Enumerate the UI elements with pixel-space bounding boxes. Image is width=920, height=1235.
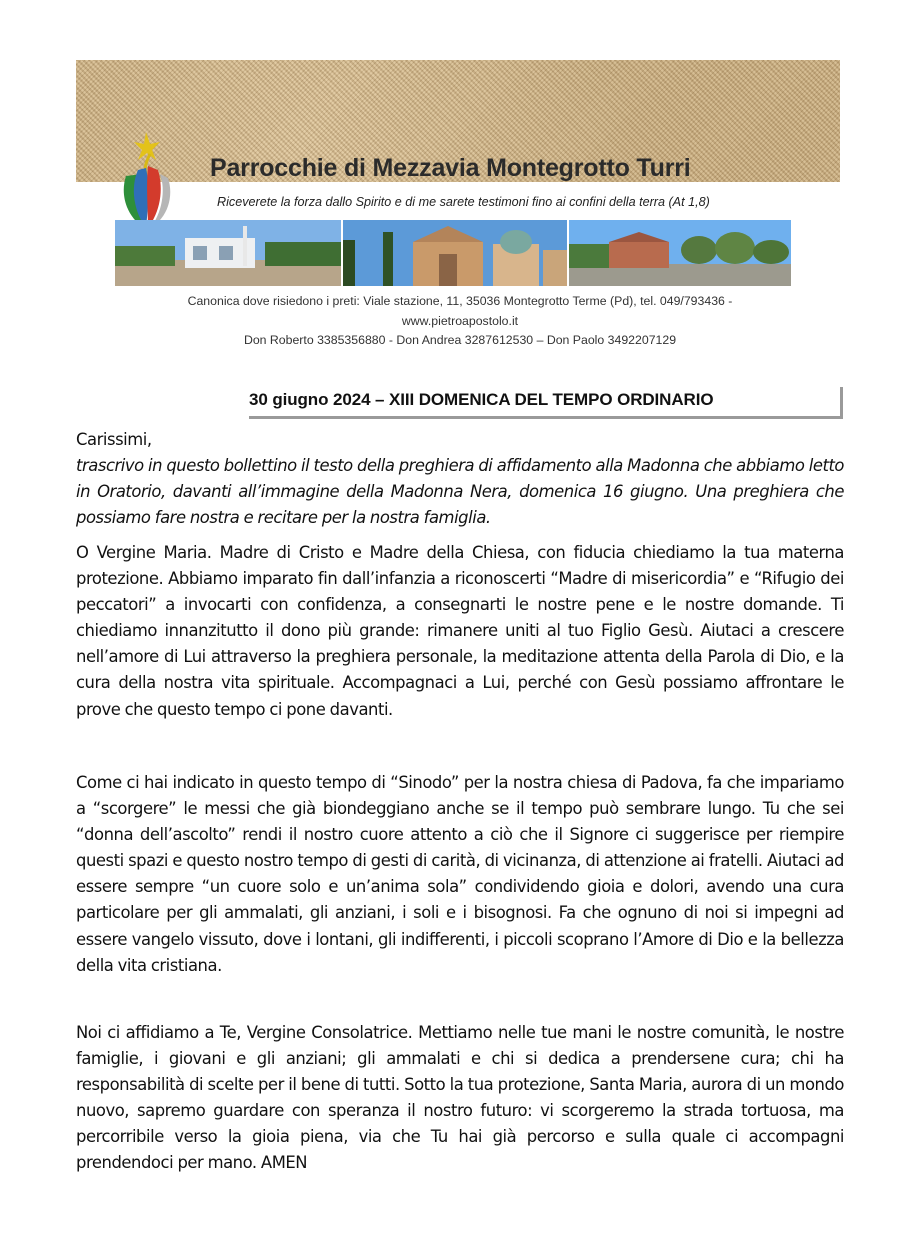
header-banner (76, 60, 840, 286)
heading-shadow-right (840, 387, 843, 418)
greeting: Carissimi, (76, 430, 152, 449)
parish-logo-icon (116, 124, 178, 234)
prayer-paragraph-3: Noi ci affidiamo a Te, Vergine Consolatrice. Mettiamo nelle tue mani le nostre comunità, le nostre famiglie, i giovani e gli anziani; gli ammalati e chi si dedica a prendersene cura; chi ha responsabilità di scelte per il bene di tutti. Sotto la tua protezione, Santa Maria, aurora di un mondo nuovo, sapremo guardare con speranza il nostro futuro: vi scorgeremo la strada tortuosa, ma percorribile verso la gioia piena, via che Tu hai già percorso e sulla quale ci accompagni prendendoci per mano. AMEN (76, 1023, 844, 1173)
parish-title: Parrocchie di Mezzavia Montegrotto Turri (210, 154, 691, 182)
intro-paragraph: trascrivo in questo bollettino il testo della preghiera di affidamento alla Madonna che abbiamo letto in Oratorio, davanti all’immagine della Madonna Nera, domenica 16 giugno. Una preghiera che possiamo fare nostra e recitare per la nostra famiglia. (76, 456, 844, 528)
prayer-paragraph-2: Come ci hai indicato in questo tempo di “Sinodo” per la nostra chiesa di Padova, fa che impariamo a “scorgere” le messi che già biondeggiano anche se il tempo può sembrare lungo. Tu che sei “donna dell’ascolto” rendi il nostro cuore attento a ciò che il Signore ci suggerisce per riempire questi spazi e questo nostro tempo di gesti di carità, di vicinanza, di attenzione ai fratelli. Aiutaci ad essere sempre “un cuore solo e un’anima sola” condividendo gioia e dolori, avendo una cura particolare per gli ammalati, gli anziani, i soli e i bisognosi. Fa che ognuno di noi si impegni ad essere vangelo vissuto, dove i lontani, gli indifferenti, i piccoli scoprano l’Amore di Dio e la bellezza della vita cristiana. (76, 773, 844, 975)
church-photo-2 (343, 220, 567, 286)
contact-address: Canonica dove risiedono i preti: Viale stazione, 11, 35036 Montegrotto Terme (Pd), tel. 049/793436 - (187, 294, 733, 308)
church-photo-1 (115, 220, 341, 286)
contact-priests: Don Roberto 3385356880 - Don Andrea 3287612530 – Don Paolo 3492207129 (243, 333, 677, 347)
prayer-paragraph-1: O Vergine Maria. Madre di Cristo e Madre della Chiesa, con fiducia chiediamo la tua materna protezione. Abbiamo imparato fin dall’infanzia a riconoscerti “Madre di misericordia” e “Rifugio dei peccatori” a invocarti con confidenza, a consegnarti le nostre pene e le nostre domande. Ti chiediamo innanzitutto il dono più grande: rimanere uniti al tuo Figlio Gesù. Aiutaci a crescere nell’amore di Lui attraverso la preghiera personale, la meditazione attenta della Parola di Dio, e la cura della nostra vita spirituale. Accompagnaci a Lui, perché con Gesù possiamo affrontare le prove che questo tempo ci pone davanti. (76, 543, 844, 719)
contact-website: www.pietroapostolo.it (401, 313, 519, 328)
heading-shadow-bottom (249, 416, 843, 419)
contact-info (0, 292, 920, 351)
parish-motto: Riceverete la forza dallo Spirito e di me sarete testimoni fino ai confini della terra (At 1,8) (217, 195, 710, 209)
church-photos (115, 220, 791, 286)
bulletin-date-heading: 30 giugno 2024 – XIII DOMENICA DEL TEMPO ORDINARIO (249, 390, 714, 409)
church-photo-3 (569, 220, 791, 286)
